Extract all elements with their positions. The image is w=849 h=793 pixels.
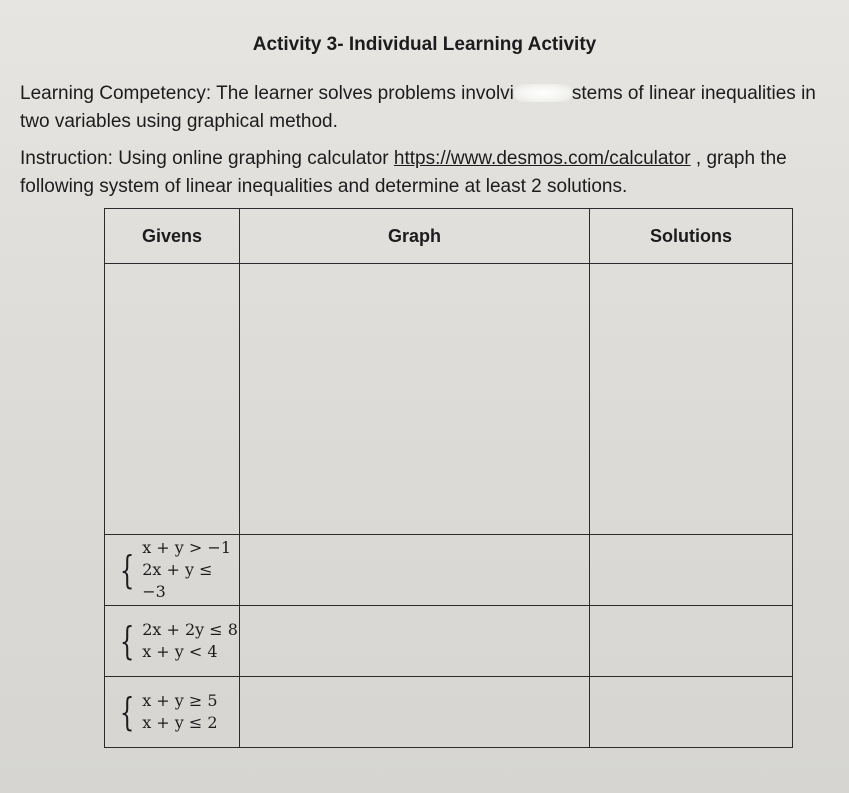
brace-symbol: { [119, 548, 135, 592]
activity-table [104, 208, 792, 746]
graph-cell[interactable] [240, 677, 590, 748]
glare-spot [514, 84, 572, 102]
givens-cell [105, 535, 240, 606]
table-row [105, 677, 793, 748]
inequality-1: x + y ≥ 5 [142, 691, 218, 710]
competency-text-end: stems of linear inequalities in two variables using graphical method. [20, 83, 816, 132]
inequality-2: 2x + y ≤ −3 [142, 560, 213, 601]
inequality-system [105, 619, 239, 663]
inequality-system [105, 690, 239, 734]
instruction-text-end: , graph the following system of linear inequalities and determine at least 2 solutions. [20, 148, 787, 197]
desmos-link[interactable]: https://www.desmos.com/calculator [393, 148, 691, 169]
inequality-2: x + y < 4 [142, 642, 218, 661]
inequality-1: 2x + 2y ≤ 8 [142, 620, 238, 639]
table-row [105, 535, 793, 606]
instruction-text-start: Instruction: Using online graphing calculator [20, 148, 394, 169]
givens-cell [105, 606, 240, 677]
competency-text-start: Learning Competency: The learner solves problems involvi [20, 83, 514, 104]
header-solutions: Solutions [590, 209, 793, 264]
inequality-system [105, 537, 239, 603]
solutions-cell[interactable] [590, 264, 793, 535]
givens-cell-empty [105, 264, 240, 535]
givens-cell [105, 677, 240, 748]
graph-cell[interactable] [240, 535, 590, 606]
table-row [105, 606, 793, 677]
graph-cell[interactable] [240, 606, 590, 677]
brace-symbol: { [119, 690, 135, 734]
brace-symbol: { [119, 619, 135, 663]
inequality-1: x + y > −1 [142, 538, 231, 557]
table-row [105, 264, 793, 535]
solutions-cell[interactable] [590, 606, 793, 677]
header-graph: Graph [240, 209, 590, 264]
graph-cell[interactable] [240, 264, 590, 535]
inequality-2: x + y ≤ 2 [142, 713, 218, 732]
learning-competency [20, 80, 835, 136]
header-givens: Givens [105, 209, 240, 264]
solutions-cell[interactable] [590, 677, 793, 748]
page-title: Activity 3- Individual Learning Activity [252, 34, 597, 55]
solutions-cell[interactable] [590, 535, 793, 606]
instruction [20, 145, 835, 201]
